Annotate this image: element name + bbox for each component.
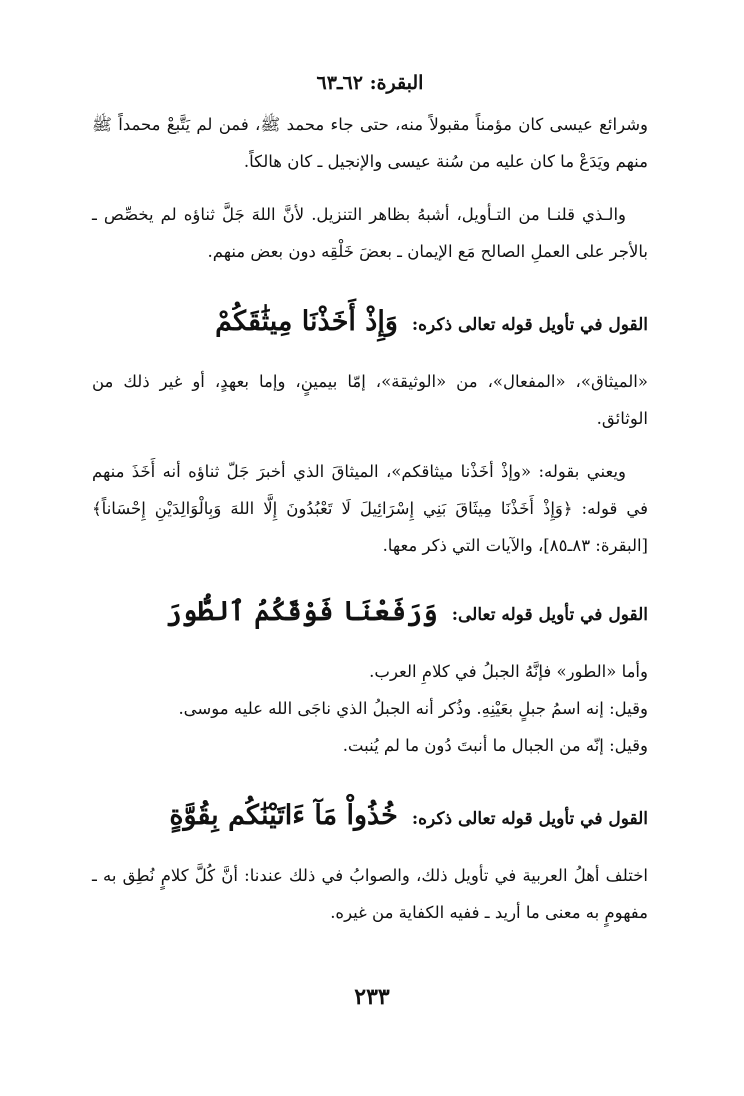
- section-heading-intro: القول في تأويل قوله تعالى:: [451, 605, 648, 625]
- section-heading-3: [92, 794, 648, 841]
- paragraph-tur-1: وأما «الطور» فإنَّهُ الجبلُ في كلامِ العرب.: [369, 662, 648, 681]
- paragraph-2: والـذي قلنـا من التـأويل، أشبهُ بظاهر التنزيل. لأنَّ اللهَ جَلَّ ثناؤه لم يخصِّص ـ بالأجر على العملِ الصالح مَع الإيمان ـ بعضَ خَلْقِه دون بعض منهم.: [92, 205, 648, 261]
- running-header: البقرة: ٦٢ـ٦٣: [316, 72, 424, 94]
- section-heading-2: [92, 590, 648, 637]
- spacer: [92, 437, 648, 453]
- spacer: [92, 347, 648, 363]
- paragraph-ikhtilaf: اختلف أهلُ العربية في تأويل ذلك، والصوابُ في ذلك عندنا: أنَّ كُلَّ كلامٍ نُطِق به ـ مفهومٍ به معنى ما أريد ـ ففيه الكفاية من غيره.: [92, 866, 648, 922]
- paragraph-tur-2: وقيل: إنه اسمُ جبلٍ بعَيْنِهِ. وذُكر أنه الجبلُ الذي ناجَى الله عليه موسى.: [178, 699, 648, 718]
- section-heading-intro: القول في تأويل قوله تعالى ذكره:: [411, 809, 648, 829]
- paragraph-mithaq: «الميثاق»، «المفعال»، من «الوثيقة»، إمّا بيمينٍ، وإما بعهدٍ، أو غير ذلك من الوثائق.: [92, 372, 648, 428]
- quranic-verse-calligraphy: وَرَفَعْنَا فَوْقَكُمُ ٱلطُّورَ: [165, 596, 438, 627]
- spacer: [92, 764, 648, 794]
- spacer: [92, 270, 648, 300]
- spacer: [92, 841, 648, 857]
- section-heading-1: [92, 300, 648, 347]
- paragraph-mithaq-meaning: ويعني بقوله: «وإذْ أخَذْنا ميثاقكم»، الميثاقَ الذي أخبرَ جَلّ ثناؤه أنه أَخَذَ منهم في قوله: ﴿وَإِذْ أَخَذْنَا مِيثَاقَ بَنِي إِسْرَائِيلَ لَا تَعْبُدُونَ إِلَّا اللهَ وَبِالْوَالِدَيْنِ إِحْسَاناً﴾ [البقرة: ٨٣ـ٨٥]، والآيات التي ذكر معها.: [92, 462, 648, 555]
- quranic-verse-calligraphy: وَإِذْ أَخَذْنَا مِيثَٰقَكُمْ: [215, 306, 398, 337]
- spacer: [92, 180, 648, 196]
- quranic-verse-calligraphy: خُذُواْ مَآ ءَاتَيْنَٰكُم بِقُوَّةٍ: [169, 800, 398, 831]
- spacer: [92, 564, 648, 590]
- section-heading-intro: القول في تأويل قوله تعالى ذكره:: [411, 315, 648, 335]
- paragraph-tur-3: وقيل: إنّه من الجبال ما أنبتَ دُون ما لم يُنبت.: [342, 736, 648, 755]
- spacer: [92, 637, 648, 653]
- page-number: ٢٣٣: [354, 984, 390, 1010]
- paragraph-1: وشرائع عيسى كان مؤمناً مقبولاً منه، حتى جاء محمد ﷺ، فمن لم يَتَّبعْ محمداً ﷺ منهم ويَدَعْ ما كان عليه من سُنة عيسى والإنجيل ـ كان هالكاً.: [92, 115, 648, 171]
